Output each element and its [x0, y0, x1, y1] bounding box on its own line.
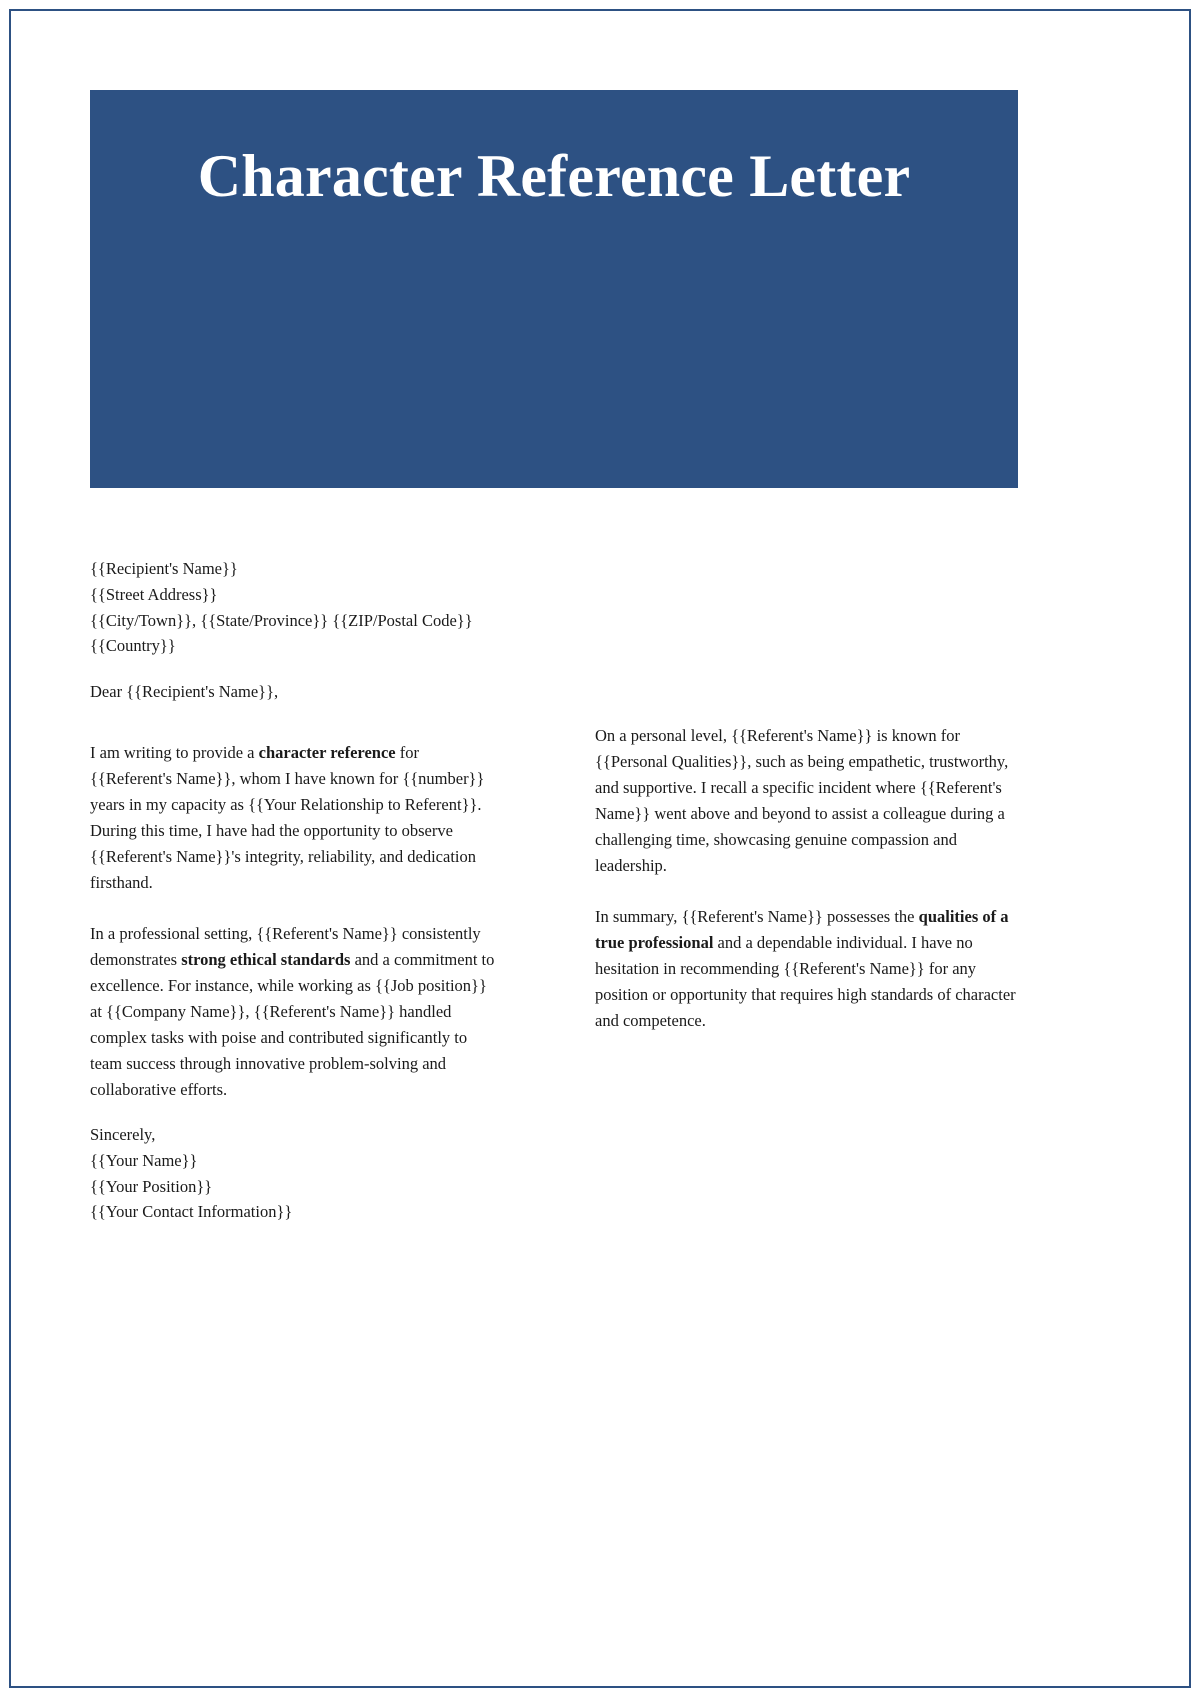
- address-line: {{Country}}: [90, 636, 176, 656]
- body-right-column: [595, 723, 1021, 1034]
- paragraph-professional: [90, 921, 502, 1102]
- body-left-column: [90, 740, 502, 1103]
- signature-line: {{Your Position}}: [90, 1176, 213, 1196]
- signature-line: {{Your Name}}: [90, 1150, 198, 1170]
- signature-line: {{Your Contact Information}}: [90, 1202, 293, 1222]
- emphasis-text: strong ethical standards: [181, 950, 351, 970]
- paragraph-intro: [90, 740, 502, 895]
- body-text: I am writing to provide a: [90, 743, 259, 762]
- address-line: {{Recipient's Name}}: [90, 559, 238, 578]
- address-line: {{City/Town}}, {{State/Province}} {{ZIP/Postal Code}}: [90, 610, 473, 630]
- emphasis-text: qualities of a true professional: [595, 907, 1009, 953]
- body-text: and a commitment to excellence. For instance, while working as {{Job position}} at {{Company Name}}, {{Referent's Name}} handled complex tasks with poise and contributed significantly to team success through innovative problem-solving and collaborative efforts.: [90, 950, 495, 1099]
- recipient-address-block: [90, 556, 690, 659]
- signature-block: [90, 1122, 292, 1225]
- body-text: In a professional setting, {{Referent's Name}} consistently demonstrates: [90, 924, 481, 970]
- body-text: In summary, {{Referent's Name}} possesses the: [595, 907, 919, 927]
- body-text: and a dependable individual. I have no hesitation in recommending {{Referent's Name}} for any position or opportunity that requires high standards of character and competence.: [595, 933, 1016, 1031]
- paragraph-personal: [595, 723, 1021, 878]
- emphasis-text: character reference: [258, 743, 396, 762]
- body-text: On a personal level, {{Referent's Name}} is known for {{Personal Qualities}}, such as being empathetic, trustworthy, and supportive. I recall a specific incident where {{Referent's Name}} went above and beyond to assist a colleague during a challenging time, showcasing genuine compassion and leadership.: [595, 726, 1009, 875]
- salutation-line: Dear {{Recipient's Name}},: [90, 682, 279, 701]
- paragraph-summary: [595, 904, 1021, 1034]
- header-banner: [90, 90, 1018, 488]
- signature-line: Sincerely,: [90, 1125, 156, 1144]
- document-title: Character Reference Letter: [197, 143, 911, 209]
- body-text: for {{Referent's Name}}, whom I have known for {{number}} years in my capacity as {{Your Relationship to Referent}}. During this time, I have had the opportunity to observe {{Referent's Name}}'s integrity, reliability, and dedication firsthand.: [90, 743, 485, 892]
- address-line: {{Street Address}}: [90, 584, 218, 604]
